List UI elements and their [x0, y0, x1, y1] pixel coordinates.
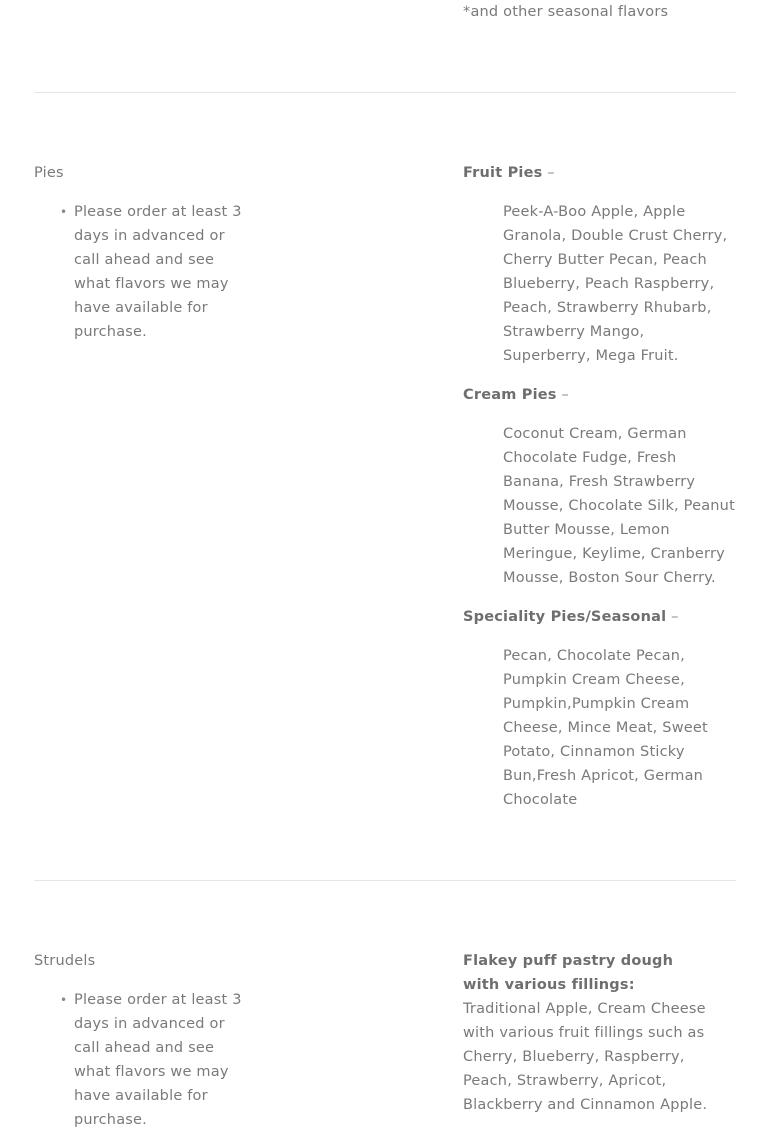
fruit-pies-list: Peek-A-Boo Apple, Apple Granola, Double Crust Cherry, Cherry Butter Pecan, Peach Blueberry, Peach Raspberry, Peach, Strawberry Rhubarb, Strawberry Mango, Superberry, Mega Fruit. [503, 204, 728, 364]
seasonal-note: *and other seasonal flavors [463, 4, 669, 20]
pies-order-note: Please order at least 3 days in advanced or call ahead and see what flavors we may have available for purchase. [74, 204, 242, 340]
cream-pies-title: Cream Pies [463, 387, 557, 403]
pies-title: Pies [34, 165, 64, 181]
fruit-pies-dash: – [547, 165, 555, 181]
speciality-pies-title: Speciality Pies/Seasonal [463, 609, 667, 625]
cream-pies-dash: – [561, 387, 569, 403]
speciality-pies-list: Pecan, Chocolate Pecan, Pumpkin Cream Cheese, Pumpkin,Pumpkin Cream Cheese, Mince Meat, Sweet Potato, Cinnamon Sticky Bun,Fresh Apricot, German Chocolate [503, 648, 708, 808]
speciality-pies-heading [463, 605, 679, 629]
speciality-pies-dash: – [671, 609, 679, 625]
strudels-order-note: Please order at least 3 days in advanced or call ahead and see what flavors we may have available for purchase. [74, 992, 242, 1128]
section-divider [34, 880, 736, 881]
fruit-pies-title: Fruit Pies [463, 165, 543, 181]
strudels-list: Traditional Apple, Cream Cheese with various fruit fillings such as Cherry, Blueberry, Raspberry, Peach, Strawberry, Apricot, Blackberry and Cinnamon Apple. [463, 1001, 708, 1113]
cream-pies-heading [463, 383, 569, 407]
cream-pies-list: Coconut Cream, German Chocolate Fudge, Fresh Banana, Fresh Strawberry Mousse, Chocolate Silk, Peanut Butter Mousse, Lemon Meringue, Keylime, Cranberry Mousse, Boston Sour Cherry. [503, 426, 735, 586]
fruit-pies-heading [463, 161, 555, 185]
strudels-heading: Flakey puff pastry dough with various fillings: [463, 953, 674, 993]
bullet-icon: • [60, 205, 68, 219]
section-divider [34, 92, 736, 93]
strudels-title: Strudels [34, 953, 96, 969]
bullet-icon: • [60, 993, 68, 1007]
